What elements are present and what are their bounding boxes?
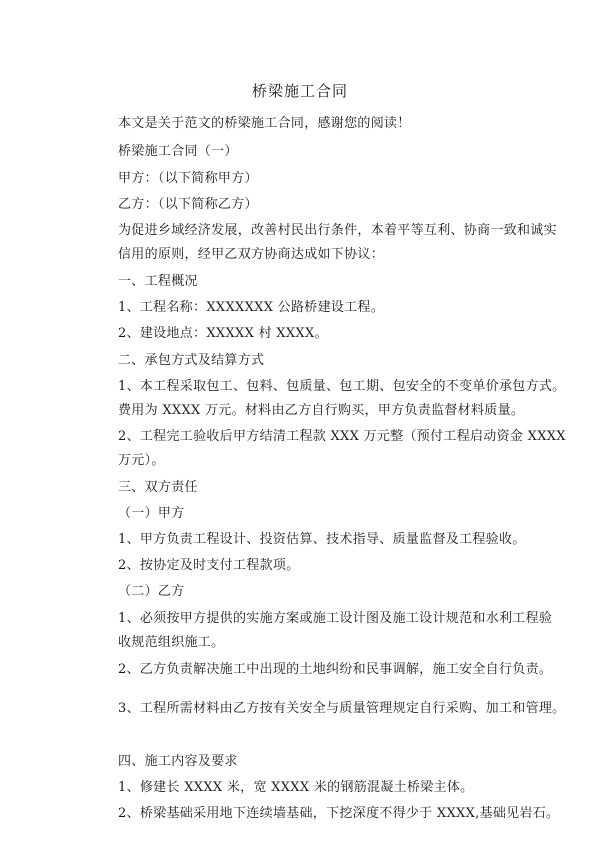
section-2-heading: 二、承包方式及结算方式 bbox=[118, 353, 265, 368]
contract-method-line-1: 1、本工程采取包工、包料、包质量、包工期、包安全的不变单价承包方式。 bbox=[118, 379, 566, 394]
project-location-line: 2、建设地点：XXXXX 村 XXXX。 bbox=[118, 326, 328, 341]
document-title: 桥梁施工合同 bbox=[251, 82, 348, 100]
intro-line: 本文是关于范文的桥梁施工合同，感谢您的阅读！ bbox=[118, 116, 411, 131]
party-b-duty-1-line-1: 1、必须按甲方提供的实施方案或施工设计图及施工设计规范和水利工程验 bbox=[118, 611, 553, 626]
construction-item-2: 2、桥梁基础采用地下连续墙基础，下挖深度不得少于 XXXX,基础见岩石。 bbox=[118, 806, 560, 821]
party-b-line: 乙方：（以下简称乙方） bbox=[118, 197, 258, 212]
party-a-duty-1: 1、甲方负责工程设计、投资估算、技术指导、质量监督及工程验收。 bbox=[118, 532, 526, 547]
party-b-duty-1-line-2: 收规范组织施工。 bbox=[118, 635, 225, 650]
section-1-heading: 一、工程概况 bbox=[118, 274, 198, 289]
party-b-subheading: （二）乙方 bbox=[118, 584, 185, 599]
settlement-line-2: 万元）。 bbox=[118, 453, 165, 468]
section-3-heading: 三、双方责任 bbox=[118, 480, 198, 495]
preamble-line-1: 为促进乡域经济发展，改善村民出行条件，本着平等互利、协商一致和诚实 bbox=[118, 223, 557, 238]
section-4-heading: 四、施工内容及要求 bbox=[118, 754, 238, 769]
contract-method-line-2: 费用为 XXXX 万元。材料由乙方自行购买，甲方负责监督材料质量。 bbox=[118, 403, 525, 418]
preamble-line-2: 信用的原则，经甲乙双方协商达成如下协议： bbox=[118, 247, 385, 262]
construction-item-1: 1、修建长 XXXX 米，宽 XXXX 米的钢筋混凝土桥梁主体。 bbox=[118, 780, 474, 795]
party-a-line: 甲方：（以下简称甲方） bbox=[118, 171, 258, 186]
party-a-duty-2: 2、按协定及时支付工程款项。 bbox=[118, 558, 300, 573]
party-b-duty-2: 2、乙方负责解决施工中出现的土地纠纷和民事调解，施工安全自行负责。 bbox=[118, 662, 553, 677]
project-name-line: 1、工程名称：XXXXXXX 公路桥建设工程。 bbox=[118, 300, 385, 315]
settlement-line-1: 2、工程完工验收后甲方结清工程款 XXX 万元整（预付工程启动资金 XXXX bbox=[118, 429, 566, 444]
contract-subtitle: 桥梁施工合同（一） bbox=[118, 144, 238, 159]
party-a-subheading: （一）甲方 bbox=[118, 506, 185, 521]
party-b-duty-3: 3、工程所需材料由乙方按有关安全与质量管理规定自行采购、加工和管理。 bbox=[118, 701, 566, 716]
